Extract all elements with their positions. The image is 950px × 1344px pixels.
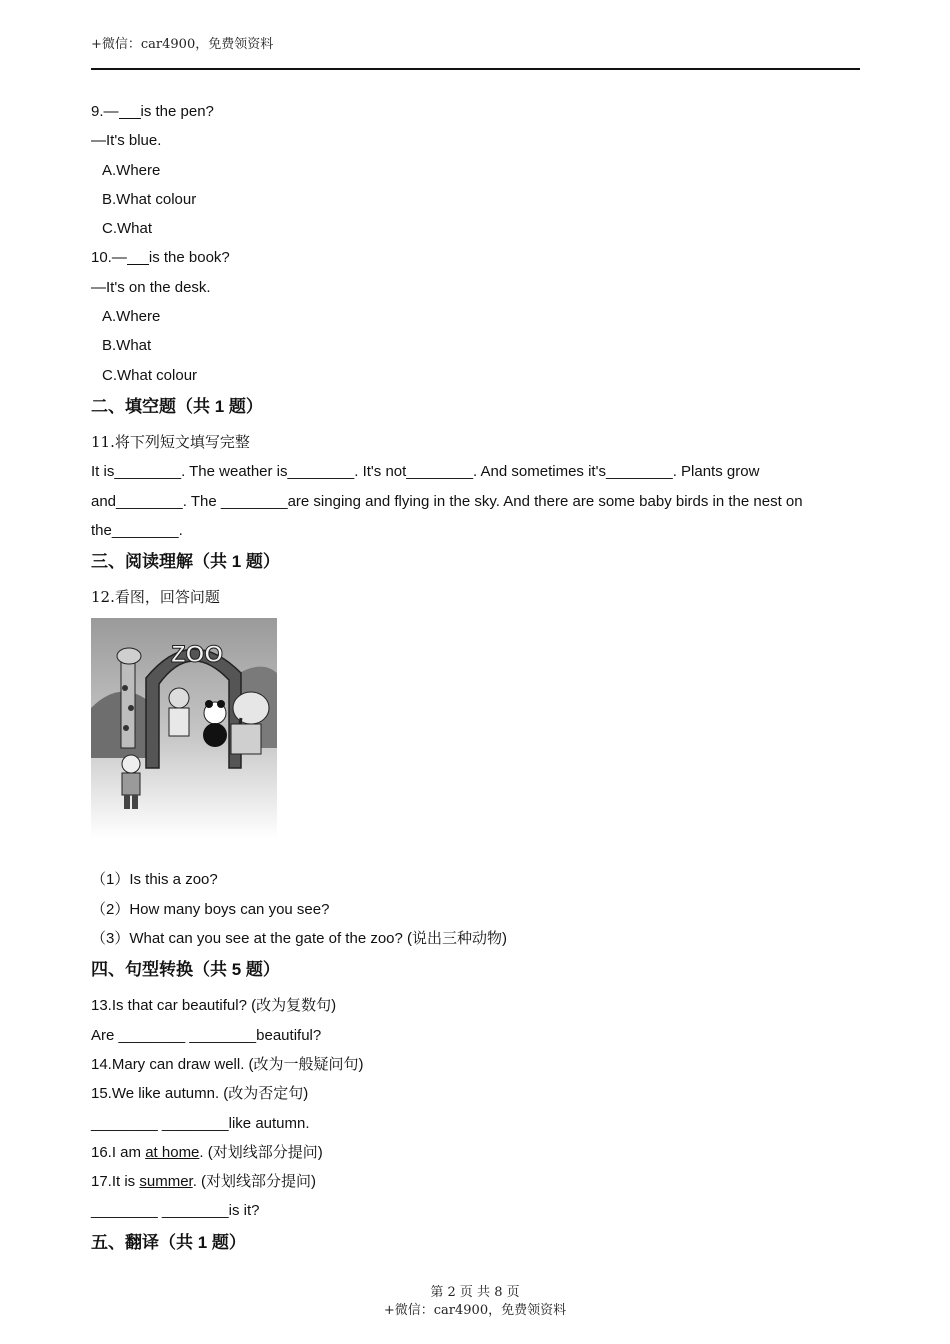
q9-option-a: A.Where xyxy=(102,161,161,179)
q10-answer: —It's on the desk. xyxy=(91,278,211,296)
page-header: +微信：car4900，免费领资料 xyxy=(91,37,274,52)
q11-line-1: It is________. The weather is________. It's not________. And sometimes it's________. Plants grow xyxy=(91,463,760,481)
q12-title: 12.看图，回答问题 xyxy=(91,588,220,607)
q10-suffix: is the book? xyxy=(148,249,230,267)
q13-line-2: Are ________ ________beautiful? xyxy=(91,1026,322,1044)
section-2-heading: 二、填空题（共 1 题） xyxy=(91,396,263,416)
section-3-heading: 三、阅读理解（共 1 题） xyxy=(91,552,280,572)
q9-suffix: is the pen? xyxy=(140,103,214,120)
q10-prefix: 10.— xyxy=(91,249,127,267)
q12-sub-1: （1）Is this a zoo? xyxy=(91,871,218,889)
page-content xyxy=(91,97,860,1264)
q9-option-c: C.What xyxy=(102,220,153,238)
q15-line-1: 15.We like autumn. (改为否定句) xyxy=(91,1085,309,1103)
q9-prefix: 9.— xyxy=(91,103,119,120)
q10-blank xyxy=(127,248,149,265)
section-5-heading: 五、翻译（共 1 题） xyxy=(91,1232,246,1252)
q17-line-2: ________ ________is it? xyxy=(91,1202,260,1220)
q12-sub-2: （2）How many boys can you see? xyxy=(91,900,330,918)
section-4-heading: 四、句型转换（共 5 题） xyxy=(91,960,280,980)
zoo-picture xyxy=(91,618,277,838)
question-17 xyxy=(91,1167,860,1196)
q12-sub-3: （3）What can you see at the gate of the zoo? (说出三种动物) xyxy=(91,930,508,948)
q9-blank xyxy=(119,102,141,119)
q16-prefix: 16.I am xyxy=(91,1143,146,1161)
q11-title: 11.将下列短文填写完整 xyxy=(91,432,250,451)
q14-line-1: 14.Mary can draw well. (改为一般疑问句) xyxy=(91,1055,364,1073)
footer-wechat: +微信：car4900，免费领资料 xyxy=(383,1303,567,1318)
q15-line-2: ________ ________like autumn. xyxy=(91,1114,310,1132)
q9-answer: —It's blue. xyxy=(91,132,162,150)
q9-option-b: B.What colour xyxy=(102,190,197,208)
q13-line-1: 13.Is that car beautiful? (改为复数句) xyxy=(91,997,337,1015)
q10-option-c: C.What colour xyxy=(102,366,198,384)
q11-line-2: and________. The ________are singing and flying in the sky. And there are some baby birds in the nest on xyxy=(91,492,803,510)
question-9 xyxy=(91,97,860,126)
q16-underlined: at home xyxy=(145,1143,200,1161)
q11-line-3: the________. xyxy=(91,521,183,539)
header-rule xyxy=(91,68,860,70)
q16-suffix: . (对划线部分提问) xyxy=(199,1143,323,1161)
q10-option-b: B.What xyxy=(102,337,152,355)
q17-underlined: summer xyxy=(139,1173,193,1191)
monkey-figure xyxy=(169,688,189,736)
q10-option-a: A.Where xyxy=(102,308,161,326)
q17-suffix: . (对划线部分提问) xyxy=(192,1173,317,1191)
zoo-picture-wrapper xyxy=(91,612,860,865)
question-10 xyxy=(91,243,860,272)
page-number: 第 2 页 共 8 页 xyxy=(430,1285,520,1300)
q17-prefix: 17.It is xyxy=(91,1173,140,1191)
question-16 xyxy=(91,1138,860,1167)
zoo-sign-text: ZOO xyxy=(171,641,223,669)
